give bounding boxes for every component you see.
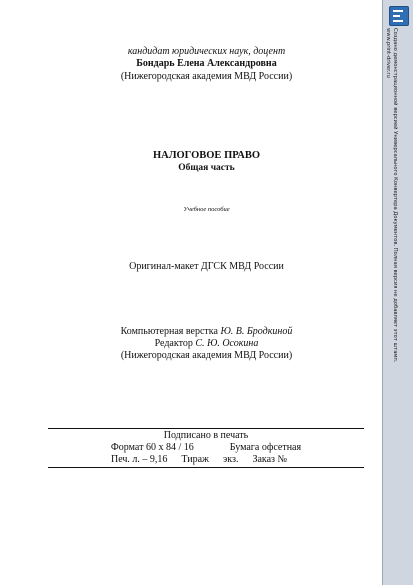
watermark-line-2: www.print-driver.ru <box>385 28 391 78</box>
book-subtitle: Общая часть <box>178 163 235 173</box>
imprint-order: Заказ № <box>252 454 288 465</box>
watermark-text <box>384 28 398 398</box>
credits-organization: (Нижегородская академия МВД России) <box>120 350 293 361</box>
editor-credit-prefix: Редактор <box>154 338 196 349</box>
imprint-row-signed <box>48 430 364 442</box>
layout-credit-prefix: Компьютерная верстка <box>120 326 221 337</box>
author-degree: кандидат юридических наук, доцент <box>127 46 286 57</box>
imprint-copies: экз. <box>222 454 239 465</box>
imprint-signed: Подписано в печать <box>163 430 249 441</box>
imprint-block <box>48 430 364 466</box>
watermark-line-1: Создано демонстрационной версией Универсального Конвертера Документов. Полная версия не добавляет этот штамп. <box>392 28 398 363</box>
imprint-format: Формат 60 х 84 / 16 <box>110 442 194 453</box>
credits-block <box>0 326 413 362</box>
author-name: Бондарь Елена Александровна <box>136 58 277 69</box>
imprint-row-sheets <box>48 454 364 466</box>
imprint-bottom-rule <box>48 467 364 468</box>
imprint-top-rule <box>48 428 364 429</box>
layout-credit-name: Ю. В. Бродкиной <box>220 326 293 337</box>
editor-credit-name: С. Ю. Осокина <box>195 338 259 349</box>
layout-credit <box>0 326 413 338</box>
imprint-row-format <box>48 442 364 454</box>
document-type: Учебное пособие <box>183 206 230 213</box>
abbyy-logo-icon <box>389 6 409 26</box>
editor-credit <box>0 338 413 350</box>
original-layout-note: Оригинал-макет ДГСК МВД России <box>129 261 284 272</box>
imprint-paper: Бумага офсетная <box>229 442 302 453</box>
imprint-sheets: Печ. л. – 9,16 <box>110 454 168 465</box>
imprint-print-run: Тираж <box>181 454 209 465</box>
author-organization: (Нижегородская академия МВД России) <box>120 71 293 82</box>
book-title: НАЛОГОВОЕ ПРАВО <box>152 150 261 161</box>
